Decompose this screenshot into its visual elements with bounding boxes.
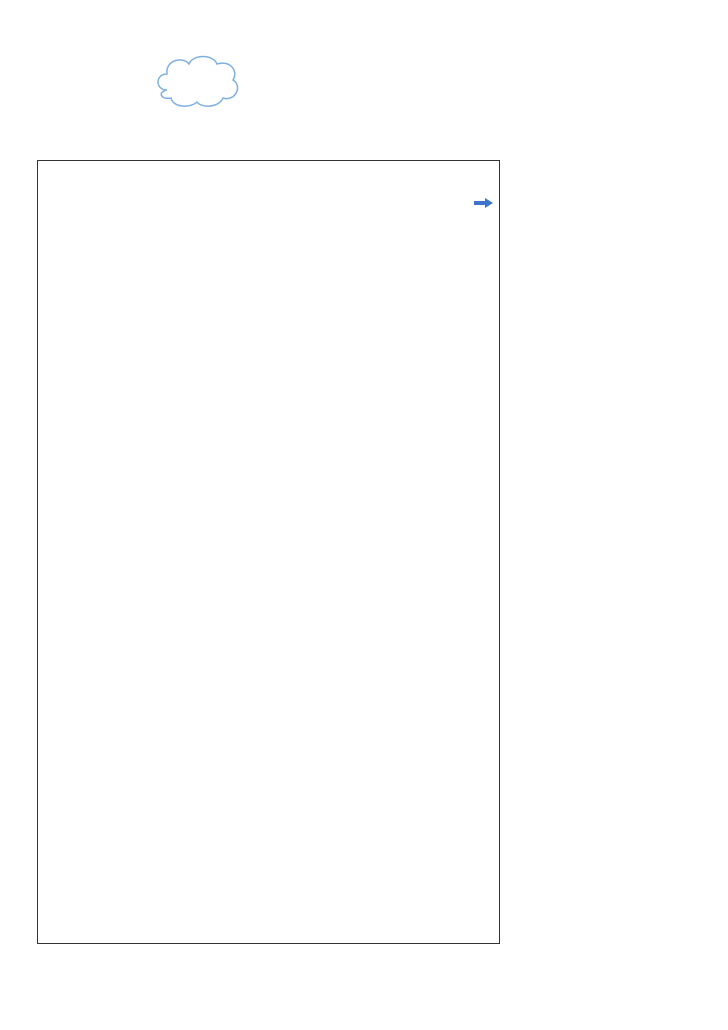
picture-grid	[37, 160, 500, 944]
digraph-cloud	[153, 50, 241, 110]
cloud-icon	[153, 50, 241, 110]
